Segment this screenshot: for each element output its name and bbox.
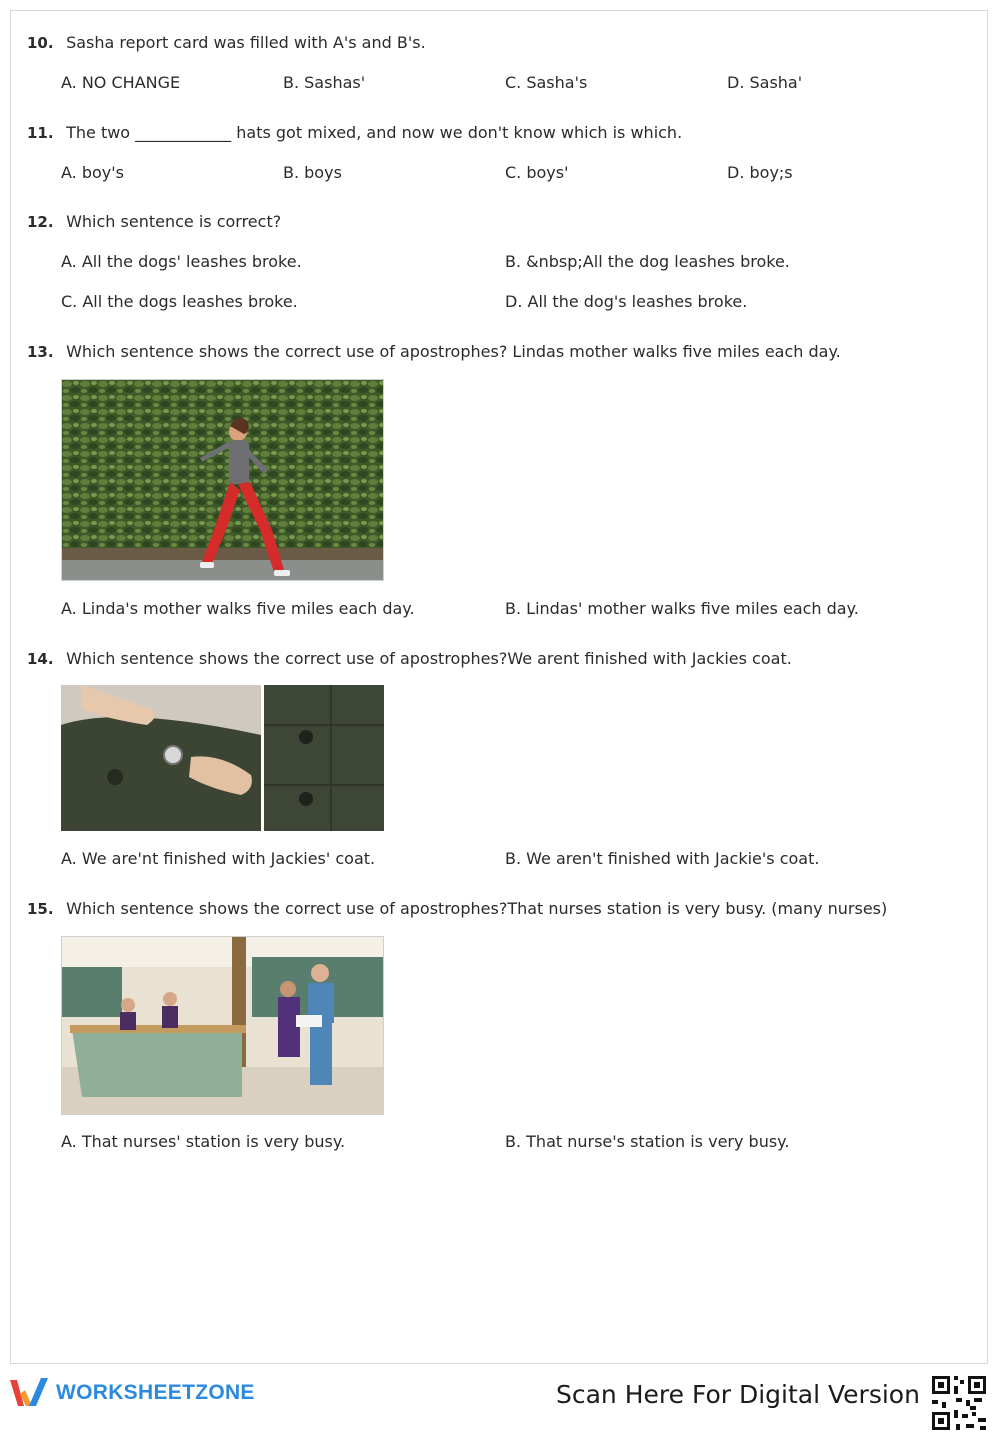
option-b[interactable]: B. boys bbox=[283, 163, 342, 182]
question-text: Which sentence is correct? bbox=[66, 212, 282, 231]
footer bbox=[0, 1366, 1000, 1414]
qr-code-icon[interactable] bbox=[926, 1370, 992, 1436]
worksheet-page bbox=[10, 10, 988, 1364]
option-b[interactable]: B. Sashas' bbox=[283, 73, 366, 92]
brand-name: WORKSHEETZONE bbox=[56, 1381, 255, 1404]
option-c[interactable]: C. boys' bbox=[505, 163, 569, 182]
w-logo-icon bbox=[8, 1376, 50, 1410]
option-d[interactable]: D. All the dog's leashes broke. bbox=[505, 292, 748, 311]
woman-walking-photo bbox=[61, 379, 384, 581]
option-a[interactable]: A. boy's bbox=[61, 163, 124, 182]
option-a[interactable]: A. All the dogs' leashes broke. bbox=[61, 252, 302, 271]
scan-label: Scan Here For Digital Version bbox=[556, 1380, 920, 1409]
question-number: 11. bbox=[27, 124, 54, 142]
question-14 bbox=[27, 649, 792, 669]
question-number: 15. bbox=[27, 900, 54, 918]
option-c[interactable]: C. All the dogs leashes broke. bbox=[61, 292, 298, 311]
option-a[interactable]: A. NO CHANGE bbox=[61, 73, 181, 92]
option-b[interactable]: B. Lindas' mother walks five miles each day. bbox=[505, 599, 859, 618]
option-d[interactable]: D. Sasha' bbox=[727, 73, 803, 92]
brand-logo[interactable] bbox=[8, 1376, 255, 1410]
nurses-station-photo bbox=[61, 936, 384, 1115]
question-number: 13. bbox=[27, 343, 54, 361]
question-number: 12. bbox=[27, 213, 54, 231]
question-11 bbox=[27, 123, 682, 143]
question-text: Sasha report card was filled with A's and B's. bbox=[66, 33, 426, 52]
option-a[interactable]: A. That nurses' station is very busy. bbox=[61, 1132, 346, 1151]
question-13 bbox=[27, 342, 841, 362]
option-b[interactable]: B. That nurse's station is very busy. bbox=[505, 1132, 790, 1151]
coat-buttons-photo bbox=[61, 685, 384, 831]
option-b[interactable]: B. We aren't finished with Jackie's coat. bbox=[505, 849, 820, 868]
question-12 bbox=[27, 212, 281, 232]
question-text: Which sentence shows the correct use of apostrophes? Lindas mother walks five miles each day. bbox=[66, 342, 841, 361]
option-d[interactable]: D. boy;s bbox=[727, 163, 793, 182]
question-10 bbox=[27, 33, 426, 53]
option-b[interactable]: B. &nbsp;All the dog leashes broke. bbox=[505, 252, 790, 271]
option-a[interactable]: A. We are'nt finished with Jackies' coat. bbox=[61, 849, 376, 868]
question-text: Which sentence shows the correct use of apostrophes?We arent finished with Jackies coat. bbox=[66, 649, 792, 668]
option-c[interactable]: C. Sasha's bbox=[505, 73, 588, 92]
option-a[interactable]: A. Linda's mother walks five miles each day. bbox=[61, 599, 415, 618]
question-number: 10. bbox=[27, 34, 54, 52]
question-number: 14. bbox=[27, 650, 54, 668]
question-15 bbox=[27, 899, 887, 919]
question-text: The two ____________ hats got mixed, and now we don't know which is which. bbox=[66, 123, 683, 142]
question-text: Which sentence shows the correct use of apostrophes?That nurses station is very busy. (many nurses) bbox=[66, 899, 888, 918]
